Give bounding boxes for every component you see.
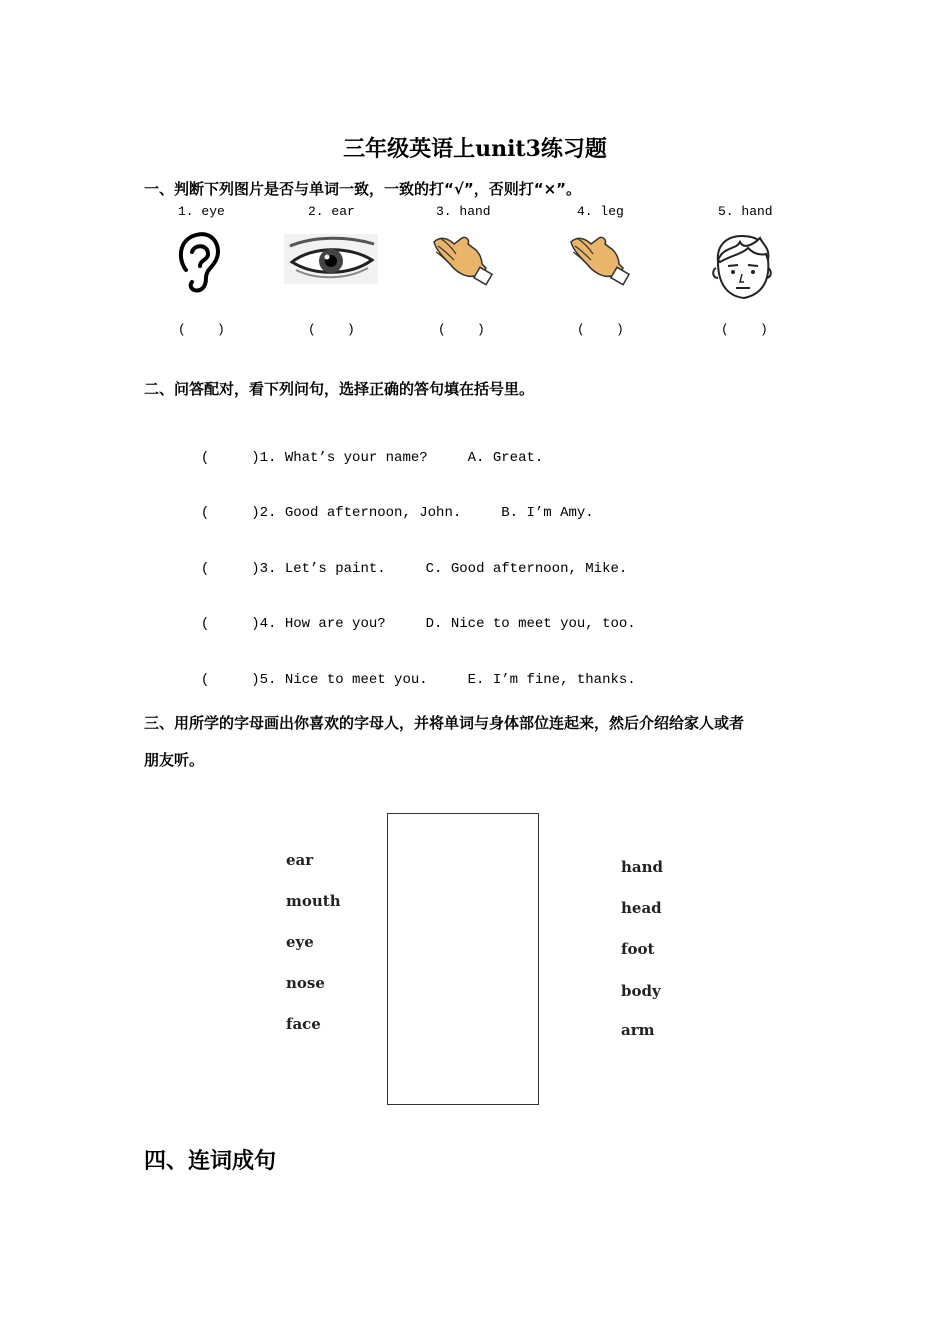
ear-icon: [176, 230, 224, 296]
left-word-mouth: mouth: [286, 892, 341, 910]
match-row-1: [184, 434, 543, 466]
match-question: 4. How are you?: [259, 616, 386, 632]
right-word-body: body: [621, 982, 661, 1000]
match-question: 5. Nice to meet you.: [259, 672, 428, 688]
match-row-4: [184, 600, 636, 632]
item3-label: 3. hand: [436, 204, 491, 219]
item2-label: 2. ear: [308, 204, 355, 219]
match-row-3: [184, 545, 627, 577]
section2-heading: 二、问答配对，看下列问句，选择正确的答句填在括号里。: [144, 380, 535, 398]
match-row-2: [184, 489, 594, 521]
match-blank[interactable]: ( ): [200, 616, 260, 632]
match-blank[interactable]: ( ): [200, 505, 260, 521]
right-word-hand: hand: [621, 858, 664, 876]
item5-label: 5. hand: [718, 204, 773, 219]
match-answer: D. Nice to meet you, too.: [425, 616, 636, 632]
match-question: 2. Good afternoon, John.: [259, 505, 462, 521]
item4-label: 4. leg: [577, 204, 624, 219]
answer-blank-5[interactable]: ( ): [721, 322, 768, 337]
match-blank[interactable]: ( ): [200, 561, 260, 577]
answer-blank-2[interactable]: ( ): [308, 322, 355, 337]
section1-heading: 一、判断下列图片是否与单词一致，一致的打“√”，否则打“×”。: [144, 180, 582, 198]
match-answer: A. Great.: [467, 450, 544, 466]
right-word-head: head: [621, 899, 662, 917]
section3-heading-line2: 朋友听。: [144, 751, 205, 769]
face-icon: [710, 232, 776, 304]
right-word-arm: arm: [621, 1021, 655, 1039]
answer-blank-1[interactable]: ( ): [178, 322, 225, 337]
match-answer: E. I’m fine, thanks.: [467, 672, 636, 688]
match-row-5: [184, 656, 636, 688]
page-title: 三年级英语上unit3练习题: [343, 136, 607, 162]
answer-blank-3[interactable]: ( ): [438, 322, 485, 337]
hand-icon: [430, 232, 494, 286]
match-blank[interactable]: ( ): [200, 672, 260, 688]
eye-icon: [284, 234, 378, 284]
answer-blank-4[interactable]: ( ): [577, 322, 624, 337]
left-word-eye: eye: [286, 933, 314, 951]
match-answer: B. I’m Amy.: [501, 505, 594, 521]
item1-label: 1. eye: [178, 204, 225, 219]
match-answer: C. Good afternoon, Mike.: [425, 561, 628, 577]
section3-heading-line1: 三、用所学的字母画出你喜欢的字母人，并将单词与身体部位连起来，然后介绍给家人或者: [144, 714, 745, 732]
match-blank[interactable]: ( ): [200, 450, 260, 466]
left-word-ear: ear: [286, 851, 314, 869]
hand-icon: [567, 232, 631, 286]
left-word-face: face: [286, 1015, 321, 1033]
match-question: 3. Let’s paint.: [259, 561, 386, 577]
drawing-box[interactable]: [387, 813, 539, 1105]
section4-heading: 四、连词成句: [144, 1149, 277, 1174]
left-word-nose: nose: [286, 974, 325, 992]
right-word-foot: foot: [621, 940, 655, 958]
match-question: 1. What’s your name?: [259, 450, 428, 466]
